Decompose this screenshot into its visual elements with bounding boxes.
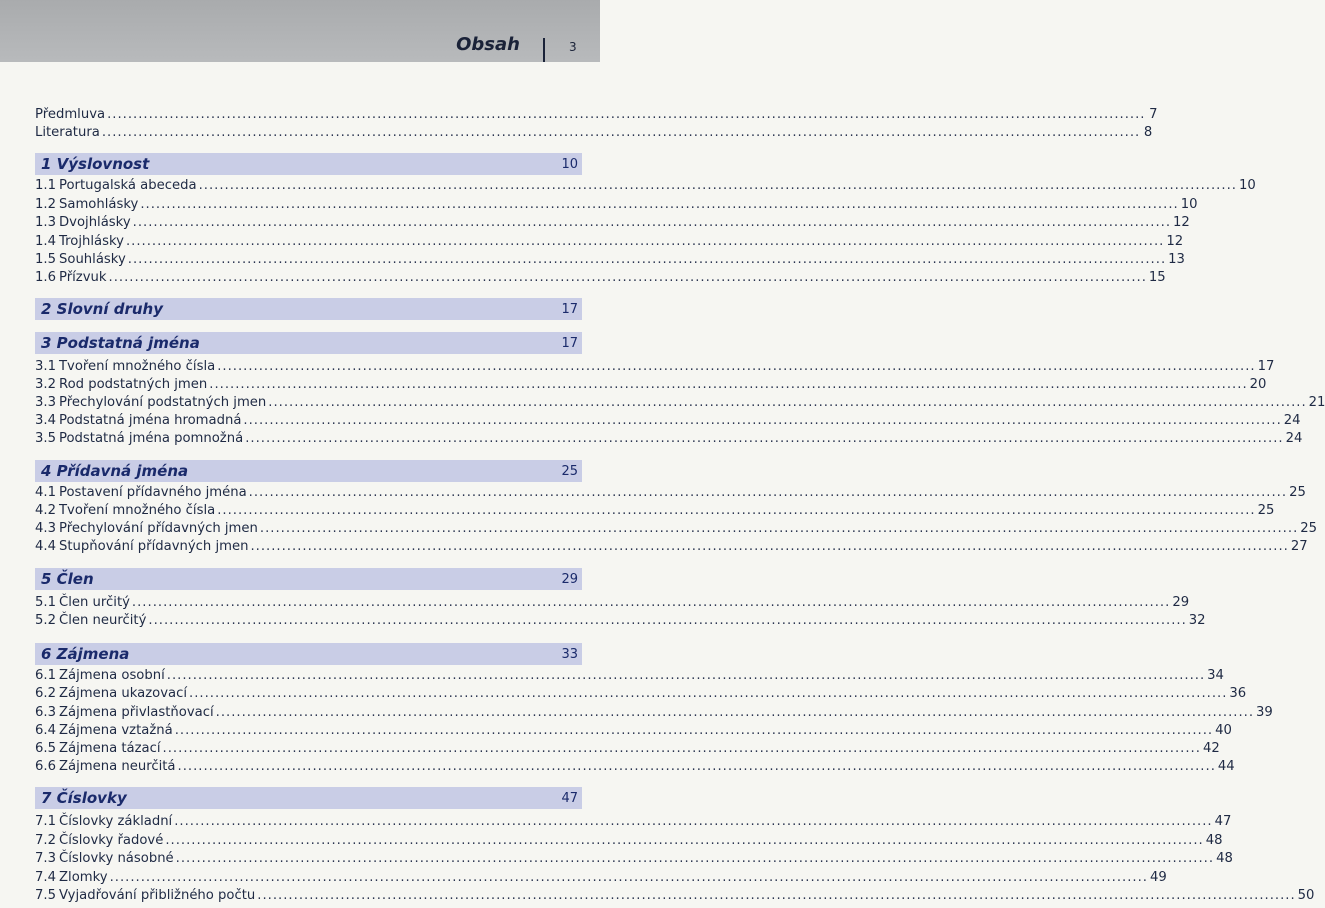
entry-title: Portugalská abeceda (59, 178, 197, 193)
entry-number: 7.5 (35, 888, 56, 903)
entry-number: 1.5 (35, 252, 56, 267)
toc-entry (35, 502, 1275, 519)
entry-page-number: 8 (1143, 125, 1153, 140)
toc-entry (35, 813, 1232, 830)
entry-title: Rod podstatných jmen (59, 377, 208, 392)
toc-entry (35, 358, 1275, 375)
entry-number: 5.1 (35, 595, 56, 610)
dot-leader: ........................................................................................................................................................................................................ (108, 270, 1147, 285)
entry-page-number: 12 (1166, 234, 1184, 249)
dot-leader: ........................................................................................................................................................................................................ (189, 686, 1228, 701)
entry-page-number: 39 (1256, 705, 1273, 720)
entry-title: Člen určitý (59, 595, 130, 610)
dot-leader: ........................................................................................................................................................................................................ (259, 521, 1299, 536)
toc-entry (35, 722, 1232, 739)
entry-number: 4.4 (35, 539, 56, 554)
chapter-page-number: 10 (561, 156, 578, 172)
dot-leader: ........................................................................................................................................................................................................ (198, 178, 1237, 193)
dot-leader: ........................................................................................................................................................................................................ (217, 503, 1256, 518)
dot-leader: ........................................................................................................................................................................................................ (131, 595, 1171, 610)
chapter-heading (35, 568, 582, 590)
toc-entry (35, 520, 1318, 537)
entry-page-number: 12 (1173, 215, 1190, 230)
entry-page-number: 36 (1229, 686, 1247, 701)
dot-leader: ........................................................................................................................................................................................................ (209, 377, 1248, 392)
entry-page-number: 20 (1249, 377, 1267, 392)
chapter-title: 3 Podstatná jména (41, 334, 200, 352)
entry-number: 1.4 (35, 234, 56, 249)
toc-entry (35, 251, 1185, 268)
entry-number: 6.5 (35, 741, 56, 756)
toc-entry (35, 740, 1220, 757)
header-page-number: 3 (569, 40, 577, 54)
toc-entry (35, 484, 1306, 501)
dot-leader: ........................................................................................................................................................................................................ (243, 413, 1282, 428)
entry-page-number: 48 (1205, 833, 1223, 848)
toc-entry (35, 214, 1190, 231)
toc-entry (35, 594, 1190, 611)
dot-leader: ........................................................................................................................................................................................................ (174, 723, 1214, 738)
dot-leader: ........................................................................................................................................................................................................ (148, 613, 1187, 628)
entry-number: 7.3 (35, 851, 56, 866)
dot-leader: ........................................................................................................................................................................................................ (162, 741, 1201, 756)
toc-entry (35, 412, 1301, 429)
chapter-page-number: 17 (561, 301, 578, 317)
entry-page-number: 40 (1215, 723, 1232, 738)
dot-leader: ........................................................................................................................................................................................................ (175, 851, 1215, 866)
toc-entry (35, 850, 1233, 867)
entry-title: Zájmena tázací (59, 741, 161, 756)
dot-leader: ........................................................................................................................................................................................................ (140, 197, 1179, 212)
entry-page-number: 50 (1297, 888, 1315, 903)
toc-entry (35, 394, 1325, 411)
entry-page-number: 47 (1214, 814, 1232, 829)
entry-title: Tvoření množného čísla (59, 503, 216, 518)
toc-entry (35, 196, 1198, 213)
entry-number: 7.4 (35, 870, 56, 885)
entry-number: 4.3 (35, 521, 56, 536)
entry-number: 1.1 (35, 178, 56, 193)
entry-title: Trojhlásky (59, 234, 124, 249)
entry-page-number: 17 (1257, 359, 1275, 374)
toc-entry (35, 430, 1303, 447)
toc-entry (35, 869, 1167, 886)
entry-page-number: 24 (1283, 413, 1301, 428)
dot-leader: ........................................................................................................................................................................................................ (166, 668, 1206, 683)
chapter-page-number: 17 (561, 335, 578, 351)
toc-entry (35, 887, 1315, 904)
entry-number: 1.2 (35, 197, 56, 212)
entry-title: Postavení přídavného jména (59, 485, 247, 500)
dot-leader: ........................................................................................................................................................................................................ (132, 215, 1172, 230)
entry-number: 6.6 (35, 759, 56, 774)
entry-title: Literatura (35, 125, 100, 140)
entry-title: Stupňování přídavných jmen (59, 539, 249, 554)
entry-title: Souhlásky (59, 252, 126, 267)
entry-title: Podstatná jména hromadná (59, 413, 242, 428)
entry-number: 1.3 (35, 215, 56, 230)
entry-number: 6.1 (35, 668, 56, 683)
entry-title: Zájmena neurčitá (59, 759, 176, 774)
entry-title: Zájmena přivlastňovací (59, 705, 214, 720)
toc-entry (35, 832, 1223, 849)
entry-number: 3.1 (35, 359, 56, 374)
entry-title: Samohlásky (59, 197, 139, 212)
chapter-page-number: 25 (561, 463, 578, 479)
chapter-title: 6 Zájmena (41, 645, 130, 663)
chapter-title: 5 Člen (41, 570, 94, 588)
toc-entry (35, 704, 1273, 721)
entry-title: Číslovky řadové (59, 833, 164, 848)
entry-number: 7.2 (35, 833, 56, 848)
entry-number: 5.2 (35, 613, 56, 628)
entry-title: Dvojhlásky (59, 215, 131, 230)
entry-page-number: 49 (1149, 870, 1167, 885)
entry-number: 6.2 (35, 686, 56, 701)
chapter-title: 1 Výslovnost (41, 155, 150, 173)
dot-leader: ........................................................................................................................................................................................................ (217, 359, 1256, 374)
dot-leader: ........................................................................................................................................................................................................ (215, 705, 1255, 720)
entry-number: 3.2 (35, 377, 56, 392)
entry-number: 1.6 (35, 270, 56, 285)
entry-number: 4.1 (35, 485, 56, 500)
dot-leader: ........................................................................................................................................................................................................ (125, 234, 1165, 249)
entry-page-number: 13 (1168, 252, 1185, 267)
entry-page-number: 32 (1188, 613, 1206, 628)
toc-entry (35, 376, 1267, 393)
entry-page-number: 21 (1308, 395, 1325, 410)
entry-number: 6.4 (35, 723, 56, 738)
chapter-title: 4 Přídavná jména (41, 462, 189, 480)
dot-leader: ........................................................................................................................................................................................................ (101, 125, 1141, 140)
entry-number: 3.5 (35, 431, 56, 446)
dot-leader: ........................................................................................................................................................................................................ (109, 870, 1148, 885)
toc-entry (35, 538, 1308, 555)
entry-title: Tvoření množného čísla (59, 359, 216, 374)
dot-leader: ........................................................................................................................................................................................................ (250, 539, 1289, 554)
toc-entry (35, 177, 1256, 194)
entry-title: Předmluva (35, 107, 106, 122)
entry-page-number: 10 (1238, 178, 1256, 193)
entry-page-number: 44 (1217, 759, 1235, 774)
entry-title: Číslovky násobné (59, 851, 174, 866)
toc-entry (35, 758, 1235, 775)
chapter-title: 7 Číslovky (41, 789, 127, 807)
toc-entry (35, 124, 1153, 141)
dot-leader: ........................................................................................................................................................................................................ (268, 395, 1307, 410)
entry-page-number: 10 (1180, 197, 1198, 212)
chapter-heading (35, 298, 582, 320)
entry-title: Přechylování podstatných jmen (59, 395, 267, 410)
toc-entry (35, 685, 1247, 702)
dot-leader: ........................................................................................................................................................................................................ (177, 759, 1216, 774)
chapter-title: 2 Slovní druhy (41, 300, 163, 318)
chapter-page-number: 29 (561, 571, 578, 587)
header-title: Obsah (456, 34, 520, 55)
entry-page-number: 42 (1202, 741, 1220, 756)
entry-title: Podstatná jména pomnožná (59, 431, 244, 446)
chapter-heading (35, 460, 582, 482)
dot-leader: ........................................................................................................................................................................................................ (127, 252, 1167, 267)
entry-page-number: 25 (1257, 503, 1275, 518)
entry-number: 7.1 (35, 814, 56, 829)
dot-leader: ........................................................................................................................................................................................................ (107, 107, 1146, 122)
chapter-heading (35, 153, 582, 175)
entry-page-number: 24 (1285, 431, 1303, 446)
toc-entry (35, 269, 1166, 286)
toc-entry (35, 667, 1224, 684)
entry-page-number: 34 (1207, 668, 1224, 683)
chapter-heading (35, 787, 582, 809)
entry-title: Zájmena ukazovací (59, 686, 188, 701)
chapter-page-number: 47 (561, 790, 578, 806)
entry-page-number: 7 (1149, 107, 1158, 122)
entry-number: 6.3 (35, 705, 56, 720)
toc-entry (35, 612, 1206, 629)
dot-leader: ........................................................................................................................................................................................................ (248, 485, 1288, 500)
entry-page-number: 27 (1290, 539, 1308, 554)
dot-leader: ........................................................................................................................................................................................................ (245, 431, 1284, 446)
entry-title: Přechylování přídavných jmen (59, 521, 258, 536)
toc-entry (35, 106, 1158, 123)
entry-number: 3.4 (35, 413, 56, 428)
toc-entry (35, 233, 1184, 250)
entry-page-number: 15 (1148, 270, 1166, 285)
chapter-heading (35, 332, 582, 354)
entry-title: Člen neurčitý (59, 613, 147, 628)
entry-title: Přízvuk (59, 270, 107, 285)
entry-number: 4.2 (35, 503, 56, 518)
chapter-heading (35, 643, 582, 665)
chapter-page-number: 33 (561, 646, 578, 662)
entry-page-number: 25 (1289, 485, 1306, 500)
dot-leader: ........................................................................................................................................................................................................ (174, 814, 1213, 829)
entry-title: Číslovky základní (59, 814, 173, 829)
dot-leader: ........................................................................................................................................................................................................ (257, 888, 1296, 903)
dot-leader: ........................................................................................................................................................................................................ (165, 833, 1204, 848)
entry-page-number: 29 (1172, 595, 1190, 610)
entry-page-number: 48 (1216, 851, 1233, 866)
entry-title: Zlomky (59, 870, 108, 885)
entry-title: Zájmena vztažná (59, 723, 173, 738)
entry-page-number: 25 (1300, 521, 1318, 536)
entry-number: 3.3 (35, 395, 56, 410)
entry-title: Zájmena osobní (59, 668, 165, 683)
entry-title: Vyjadřování přibližného počtu (59, 888, 256, 903)
